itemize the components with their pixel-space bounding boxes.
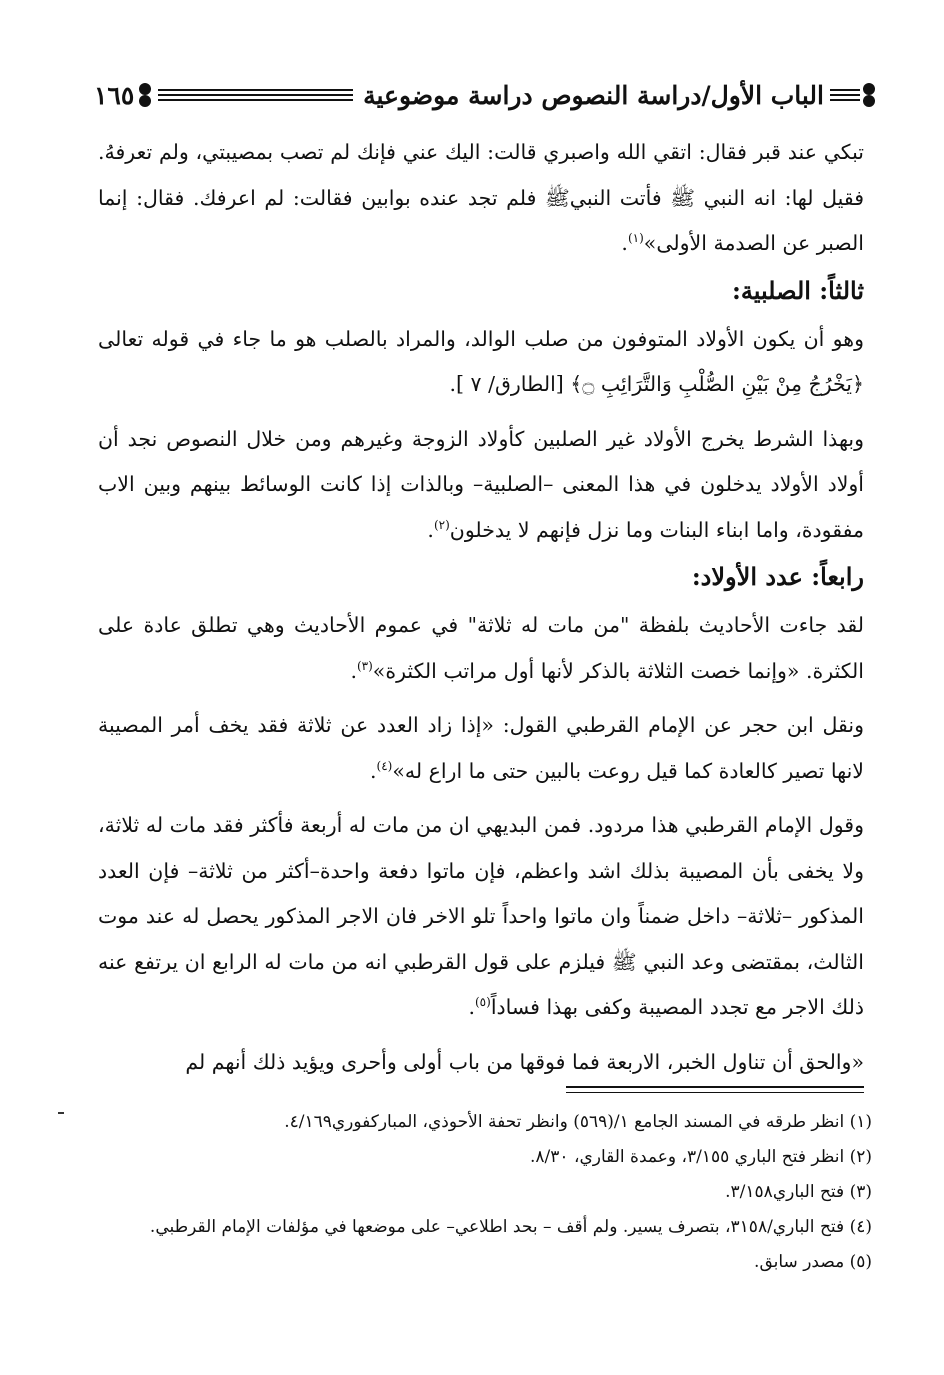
footnote-ref-1[interactable]: (١) xyxy=(627,231,644,246)
page-number: ١٦٥ xyxy=(94,80,135,110)
header-rule-short xyxy=(830,89,860,101)
footnote-separator-thin xyxy=(566,1092,864,1093)
section-heading-fourth: رابعاً: عدد الأولاد: xyxy=(691,562,864,591)
footnote-ref-5[interactable]: (٥) xyxy=(474,995,491,1010)
ornament-right-icon xyxy=(862,82,876,108)
footnote-ref-3[interactable]: (٣) xyxy=(356,658,373,673)
paragraph-7: «والحق أن تناول الخبر، الاربعة فما فوقها من باب أولى وأحرى ويؤيد ذلك أنهم لم xyxy=(185,1049,864,1074)
running-header xyxy=(94,70,876,120)
margin-mark xyxy=(58,1112,64,1114)
footnote-ref-4[interactable]: (٤) xyxy=(376,758,393,773)
paragraph-3: وبهذا الشرط يخرج الأولاد غير الصلبين كأولاد الزوجة وغيرهم ومن خلال النصوص نجد أن أولاد الأولاد يدخلون في هذا المعنى –الصلبية– وبالذات إذا كانت الوسائط بينهم وبين الاب مفقودة، واما ابناء البنات وما نزل فإنهم لا يدخلون$^{(٢)}$. xyxy=(98,426,864,542)
header-rule-long xyxy=(158,89,353,101)
body-text xyxy=(98,130,864,1085)
footnotes xyxy=(92,1108,872,1283)
footnote-4: (٤) فتح الباري/٣١٥٨، بتصرف يسير. ولم أقف – بحد اطلاعي– على موضعها في مؤلفات الإمام القرطبي. xyxy=(149,1217,872,1237)
paragraph-4: لقد جاءت الأحاديث بلفظة "من مات له ثلاثة" في عموم الأحاديث وهي تطلق عادة على الكثرة. «وإنما خصت الثلاثة بالذكر لأنها أول مراتب الكثرة»$^{(٣)}$. xyxy=(98,613,864,683)
paragraph-1: تبكي عند قبر فقال: اتقي الله واصبري قالت: اليك عني فإنك لم تصب بمصيبتي، ولم تعرفهُ. فقيل لها: انه النبي ﷺ فأتت النبيﷺ فلم تجد عنده بوابين فقالت: لم اعرفك. فقال: إنما الصبر عن الصدمة الأولى»$^{(١)}$. xyxy=(98,140,864,255)
footnote-separator xyxy=(566,1086,864,1088)
ornament-left-icon xyxy=(138,82,152,108)
footnote-ref-2[interactable]: (٢) xyxy=(433,517,450,532)
footnote-3: (٣) فتح الباري٣/١٥٨. xyxy=(725,1182,872,1202)
footnote-2: (٢) انظر فتح الباري ٣/١٥٥، وعمدة القاري، ٨/٣٠. xyxy=(530,1147,872,1167)
paragraph-6: وقول الإمام القرطبي هذا مردود. فمن البديهي ان من مات له أربعة فأكثر فقد مات له ثلاثة، ولا يخفى بأن المصيبة بذلك اشد واعظم، فإن ماتوا دفعة واحدة–أكثر من ثلاثة– فإن العدد المذكور –ثلاثة– داخل ضمناً وان ماتوا واحداً تلو الاخر فان الاجر المذكور يحصل له عند موت الثالث، بمقتضى وعد النبي ﷺ فيلزم على قول القرطبي انه من مات له الرابع ان يرتفع عنه ذلك الاجر مع تجدد المصيبة وكفى بهذا فساداً$^{(٥)}$. xyxy=(98,813,864,1019)
section-heading-third: ثالثاً: الصلبية: xyxy=(731,275,864,305)
paragraph-2: وهو أن يكون الأولاد المتوفون من صلب الوالد، والمراد بالصلب هو ما جاء في قوله تعالى ﴿يَخْرُجُ مِنْ بَيْنِ الصُّلْبِ وَالتَّرَائِبِ ۝﴾ [الطارق/ ٧ ]. xyxy=(98,326,864,396)
header-title: الباب الأول/دراسة النصوص دراسة موضوعية xyxy=(363,80,824,110)
footnote-5: (٥) مصدر سابق. xyxy=(754,1252,872,1272)
footnote-1: (١) انظر طرقه في المسند الجامع ١/(٥٦٩) وانظر تحفة الأحوذي، المباركفوري٤/١٦٩. xyxy=(284,1112,872,1132)
paragraph-5: ونقل ابن حجر عن الإمام القرطبي القول: «إذا زاد العدد عن ثلاثة فقد يخف أمر المصيبة لانها تصير كالعادة كما قيل روعت بالبين حتى ما اراع له»$^{(٤)}$. xyxy=(98,713,864,783)
